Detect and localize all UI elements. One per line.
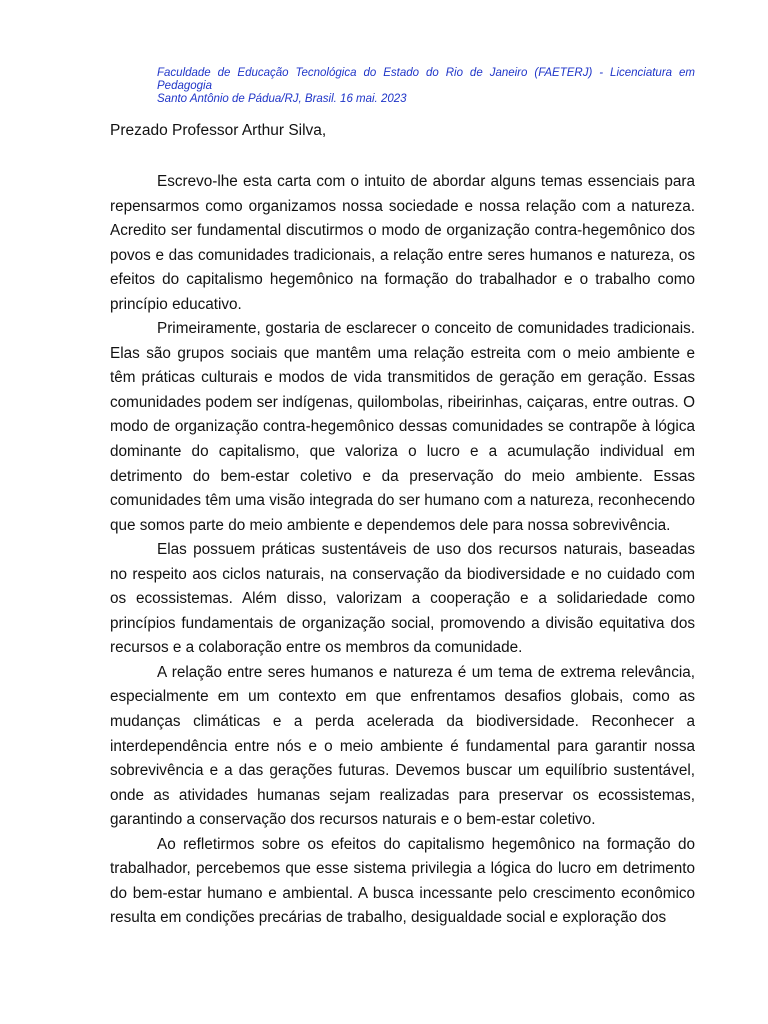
paragraph: Elas possuem práticas sustentáveis de uso dos recursos naturais, baseadas no respeito aos ciclos naturais, na conservação da biodiversidade e no cuidado com os ecossistemas. Além disso, valorizam a cooperação e a solidariedade como princípios fundamentais de organização social, promovendo a divisão equitativa dos recursos e a colaboração entre os membros da comunidade. bbox=[110, 541, 695, 657]
institution-line: Faculdade de Educação Tecnológica do Estado do Rio de Janeiro (FAETERJ) - Licenciatura em Pedagogia bbox=[157, 67, 695, 92]
paragraph: Ao refletirmos sobre os efeitos do capitalismo hegemônico na formação do trabalhador, percebemos que esse sistema privilegia a lógica do lucro em detrimento do bem-estar humano e ambiental. A busca incessante pelo crescimento econômico resulta em condições precárias de trabalho, desigualdade social e exploração dos bbox=[110, 835, 695, 927]
paragraph: A relação entre seres humanos e natureza é um tema de extrema relevância, especialmente em um contexto em que enfrentamos desafios globais, como as mudanças climáticas e a perda acelerada da biodiversidade. Reconhecer a interdependência entre nós e o meio ambiente é fundamental para garantir nossa sobrevivência e a das gerações futuras. Devemos buscar um equilíbrio sustentável, onde as atividades humanas sejam realizadas para preservar os ecossistemas, garantindo a conservação dos recursos naturais e o bem-estar coletivo. bbox=[110, 663, 695, 829]
paragraph: Primeiramente, gostaria de esclarecer o conceito de comunidades tradicionais. Elas são grupos sociais que mantêm uma relação estreita com o meio ambiente e têm práticas culturais e modos de vida transmitidos de geração em geração. Essas comunidades podem ser indígenas, quilombolas, ribeirinhas, caiçaras, entre outras. O modo de organização contra-hegemônico dessas comunidades se contrapõe à lógica dominante do capitalismo, que valoriza o lucro e a acumulação individual em detrimento do bem-estar coletivo e da preservação do meio ambiente. Essas comunidades têm uma visão integrada do ser humano com a natureza, reconhecendo que somos parte do meio ambiente e dependemos dele para nossa sobrevivência. bbox=[110, 320, 695, 534]
salutation: Prezado Professor Arthur Silva, bbox=[110, 122, 327, 139]
place-date-line: Santo Antônio de Pádua/RJ, Brasil. 16 mai. 2023 bbox=[157, 93, 407, 105]
letter-body bbox=[110, 170, 695, 931]
letter-header bbox=[157, 67, 695, 106]
paragraph: Escrevo-lhe esta carta com o intuito de abordar alguns temas essenciais para repensarmos como organizamos nossa sociedade e nossa relação com a natureza. Acredito ser fundamental discutirmos o modo de organização contra-hegemônico dos povos e das comunidades tradicionais, a relação entre seres humanos e natureza, os efeitos do capitalismo hegemônico na formação do trabalhador e o trabalho como princípio educativo. bbox=[110, 173, 695, 313]
